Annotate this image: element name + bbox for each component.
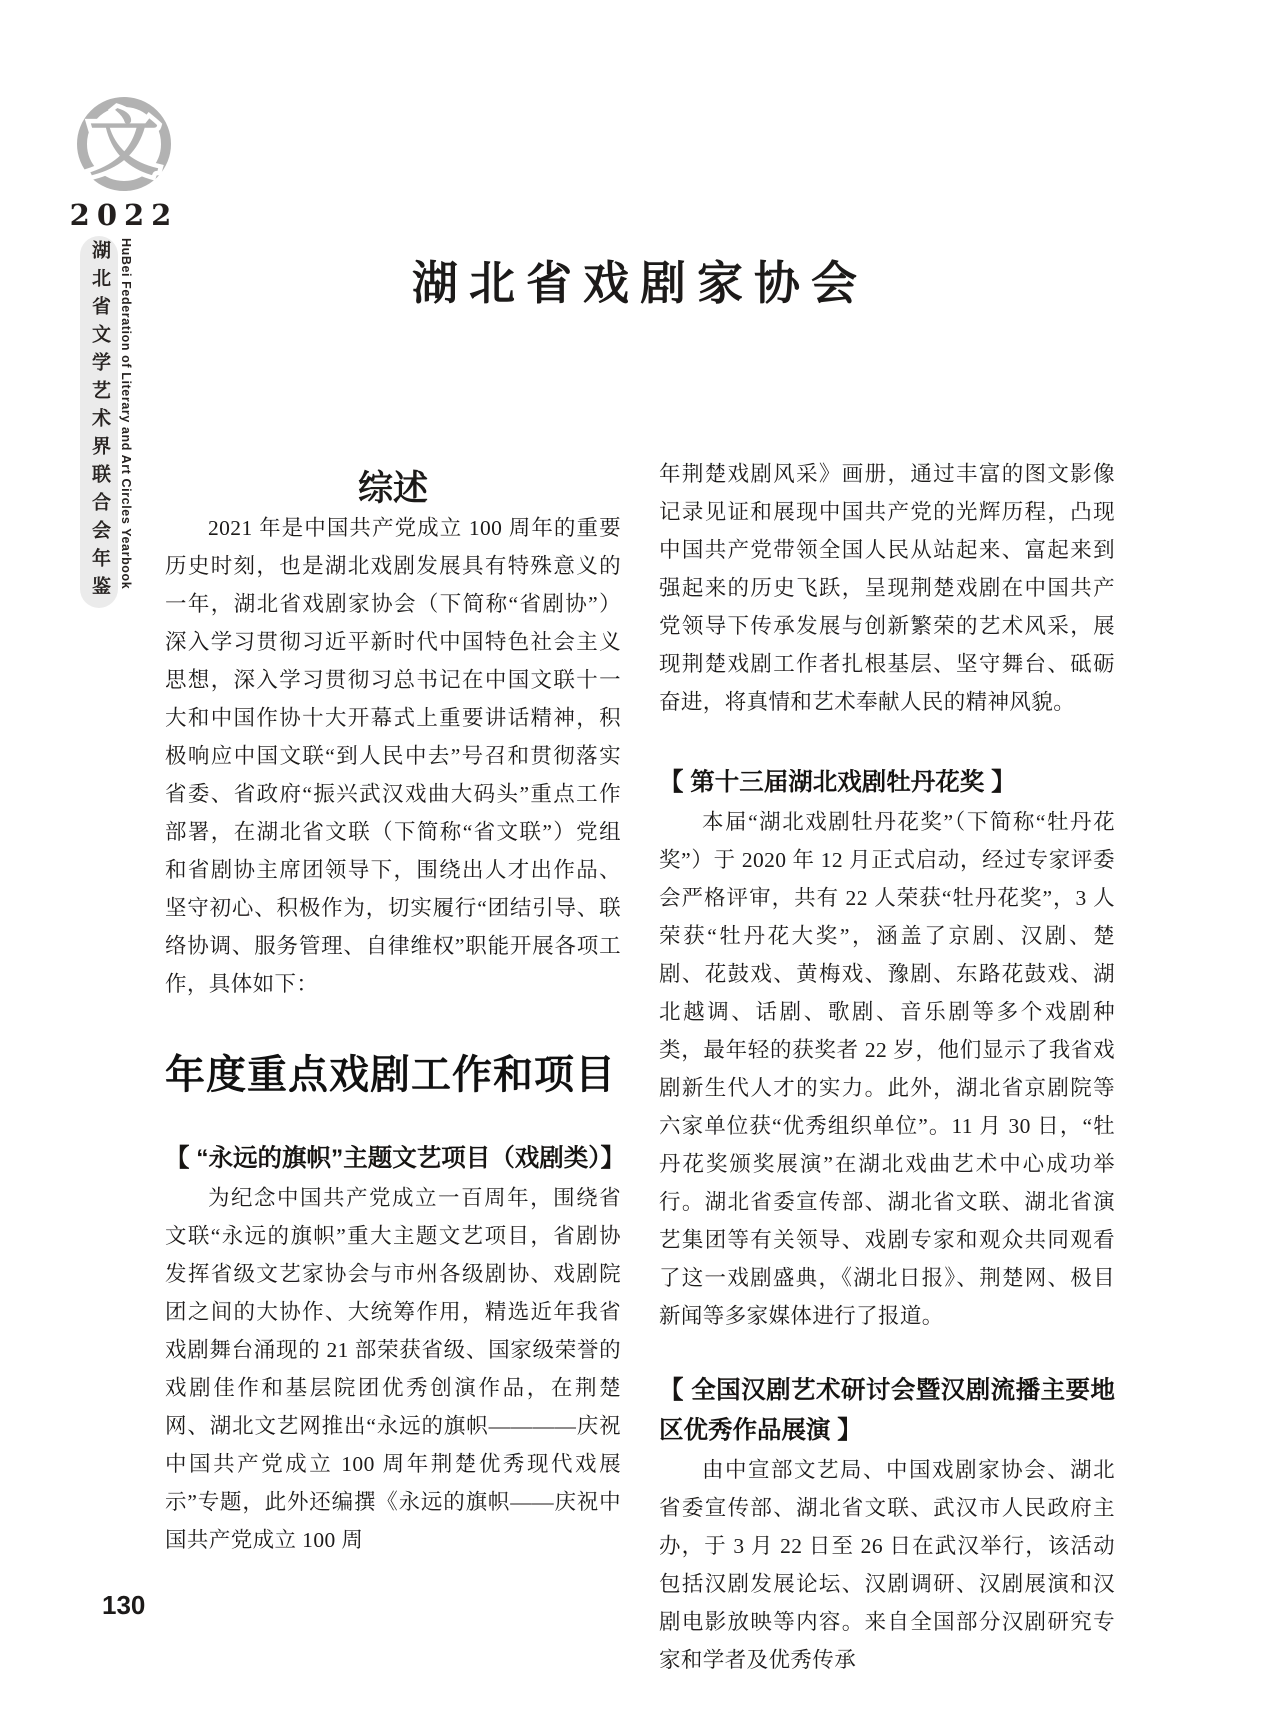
entry-heading-hanju-symposium: 【 全国汉剧艺术研讨会暨汉剧流播主要地区优秀作品展演 】 <box>659 1377 1115 1444</box>
right-column <box>659 455 1115 1679</box>
wenlian-logo-icon <box>72 92 176 196</box>
entry-paragraph-hanju-symposium: 由中宣部文艺局、中国戏剧家协会、湖北省委宣传部、湖北省文联、武汉市人民政府主办，于 3 月 22 日至 26 日在武汉举行，该活动包括汉剧发展论坛、汉剧调研、汉剧展演和汉剧电影放映等内容。来自全国部分汉剧研究专家和学者及优秀传承 <box>659 1458 1115 1672</box>
entry-heading-mudanhua-award: 【 第十三届湖北戏剧牡丹花奖 】 <box>659 769 1016 796</box>
sidebar-title-english: HuBei Federation of Literary and Art Circles Yearbook <box>119 238 133 590</box>
entry-paragraph-forever-banner: 为纪念中国共产党成立一百周年，围绕省文联“永远的旗帜”重大主题文艺项目，省剧协发挥省级文艺家协会与市州各级剧协、戏剧院团之间的大协作、大统筹作用，精选近年我省戏剧舞台涌现的 21 部荣获省级、国家级荣誉的戏剧佳作和基层院团优秀创演作品，在荆楚网、湖北文艺网推出“永远的旗帜————庆祝中国共产党成立 100 周年荆楚优秀现代戏展示”专题，此外还编撰《永远的旗帜——庆祝中国共产党成立 100 周 <box>165 1186 621 1552</box>
page-title: 湖北省戏剧家协会 <box>412 257 868 309</box>
overview-heading: 综述 <box>357 469 428 508</box>
brand-block <box>64 92 184 232</box>
left-column <box>165 455 626 1679</box>
section-heading-key-works: 年度重点戏剧工作和项目 <box>165 1053 616 1097</box>
overview-paragraph: 2021 年是中国共产党成立 100 周年的重要历史时刻，也是湖北戏剧发展具有特殊意义的一年，湖北省戏剧家协会（下简称“省剧协”）深入学习贯彻习近平新时代中国特色社会主义思想，深入学习贯彻习总书记在中国文联十一大和中国作协十大开幕式上重要讲话精神，积极响应中国文联“到人民中去”号召和贯彻落实省委、省政府“振兴武汉戏曲大码头”重点工作部署，在湖北省文联（下简称“省文联”）党组和省剧协主席团领导下，围绕出人才出作品、坚守初心、积极作为，切实履行“团结引导、联络协调、服务管理、自律维权”职能开展各项工作，具体如下： <box>165 516 621 996</box>
page-number: 130 <box>102 1590 146 1620</box>
yearbook-year: 2022 <box>69 198 179 232</box>
svg-text:文: 文 <box>89 107 159 184</box>
article-columns <box>165 455 1115 1679</box>
entry-paragraph-mudanhua-award: 本届“湖北戏剧牡丹花奖”（下简称“牡丹花奖”）于 2020 年 12 月正式启动，经过专家评委会严格评审，共有 22 人荣获“牡丹花奖”，3 人荣获“牡丹花大奖”，涵盖了京剧、汉剧、楚剧、花鼓戏、黄梅戏、豫剧、东路花鼓戏、湖北越调、话剧、歌剧、音乐剧等多个戏剧种类，最年轻的获奖者 22 岁，他们显示了我省戏剧新生代人才的实力。此外，湖北省京剧院等六家单位获“优秀组织单位”。11 月 30 日，“牡丹花奖颁奖展演”在湖北戏曲艺术中心成功举行。湖北省委宣传部、湖北省文联、湖北省演艺集团等有关领导、戏剧专家和观众共同观看了这一戏剧盛典，《湖北日报》、荆楚网、极目新闻等多家媒体进行了报道。 <box>659 810 1115 1328</box>
continuation-paragraph: 年荆楚戏剧风采》画册，通过丰富的图文影像记录见证和展现中国共产党的光辉历程，凸现中国共产党带领全国人民从站起来、富起来到强起来的历史飞跃，呈现荆楚戏剧在中国共产党领导下传承发展与创新繁荣的艺术风采，展现荆楚戏剧工作者扎根基层、坚守舞台、砥砺奋进，将真情和艺术奉献人民的精神风貌。 <box>659 462 1115 714</box>
sidebar-title-chinese: 湖北省文学艺术界联合会年鉴 <box>89 240 110 604</box>
sidebar-title-pill <box>80 236 118 608</box>
entry-heading-forever-banner: 【 “永远的旗帜”主题文艺项目（戏剧类）】 <box>165 1145 626 1172</box>
